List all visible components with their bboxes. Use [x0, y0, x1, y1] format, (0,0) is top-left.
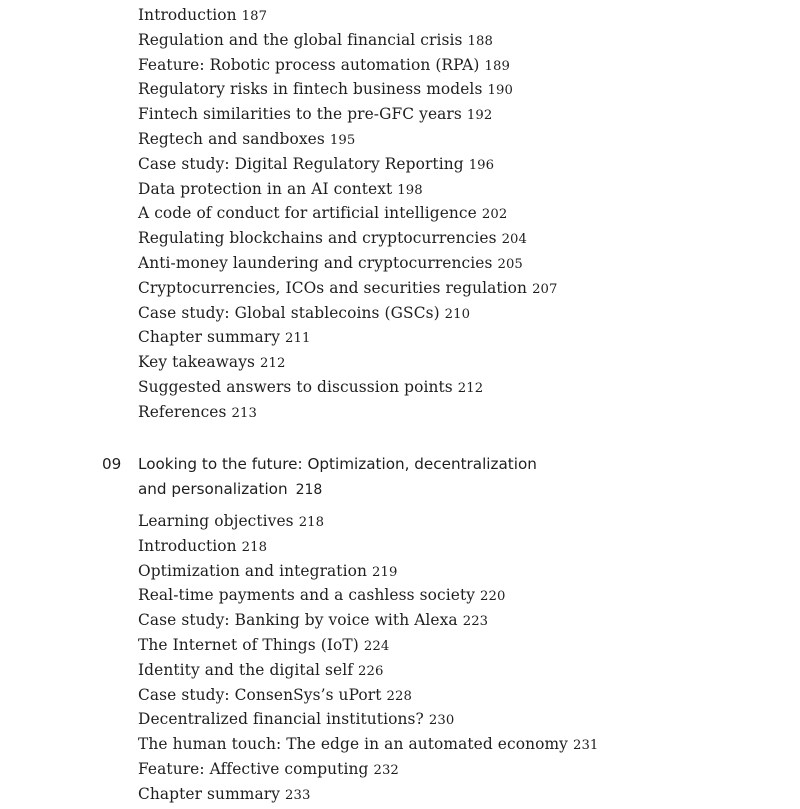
toc-entry-page-number: 205 — [497, 256, 523, 272]
toc-entry-page-number: 207 — [532, 281, 558, 297]
toc-entry — [138, 782, 778, 807]
toc-entry-page-number: 211 — [285, 331, 311, 347]
toc-entry-page-number: 195 — [329, 132, 356, 148]
toc-entry-title: Anti-money laundering and cryptocurrencies — [138, 253, 493, 272]
toc-entry — [138, 707, 778, 732]
toc-entry — [138, 127, 778, 152]
toc-entry-page-number: 218 — [298, 515, 325, 530]
toc-entry — [138, 53, 778, 78]
toc-entry-page-number: 192 — [466, 108, 493, 124]
toc-entry-page-number: 224 — [363, 638, 390, 654]
toc-entry-page-number: 196 — [468, 157, 495, 173]
toc-entry-page-number: 232 — [373, 762, 399, 778]
toc-entry-title: The Internet of Things (IoT) — [138, 635, 359, 654]
toc-entry-page-number: 233 — [285, 787, 311, 803]
toc-entry — [138, 152, 778, 177]
toc-entry — [138, 732, 778, 757]
toc-entry-page-number: 188 — [467, 33, 494, 49]
chapter-page-number: 218 — [295, 482, 323, 498]
toc-entry-page-number: 226 — [358, 663, 384, 679]
toc-entry-title: Regulation and the global financial crisis — [138, 30, 463, 49]
toc-entry-page-number: 189 — [484, 58, 510, 74]
toc-entry-title: Regulatory risks in fintech business models — [138, 80, 483, 99]
toc-entry-page-number: 228 — [386, 688, 412, 704]
toc-entry — [138, 325, 778, 350]
toc-entry — [138, 301, 778, 326]
toc-entry-title: Optimization and integration — [138, 561, 367, 580]
toc-entry — [138, 509, 778, 534]
toc-entry — [138, 608, 778, 633]
toc-entry — [138, 177, 778, 202]
toc-entry-page-number: 213 — [231, 405, 257, 421]
toc-entry — [138, 583, 778, 608]
toc-entry-title: References — [138, 402, 227, 421]
toc-entry-page-number: 202 — [481, 207, 508, 223]
toc-entry-title: Feature: Affective computing — [138, 759, 369, 778]
toc-entry — [138, 201, 778, 226]
toc-entry-title: Fintech similarities to the pre-GFC years — [138, 105, 462, 124]
toc-entry-page-number: 190 — [487, 83, 513, 99]
toc-entry-page-number: 187 — [241, 9, 268, 24]
toc-entry-title: Cryptocurrencies, ICOs and securities regulation — [138, 278, 528, 297]
toc-entry — [138, 77, 778, 102]
toc-entry-title: Decentralized financial institutions? — [138, 710, 424, 729]
toc-entry-page-number: 212 — [260, 356, 286, 372]
chapter-title-line-2-row — [138, 477, 758, 503]
chapter-title — [138, 452, 758, 503]
toc-entry — [138, 102, 778, 127]
toc-entry-page-number: 198 — [397, 182, 423, 198]
toc-entry-title: Data protection in an AI context — [138, 179, 393, 198]
toc-entry-title: Real-time payments and a cashless society — [138, 586, 476, 605]
toc-section-chapter-9 — [138, 509, 778, 807]
toc-entry-title: A code of conduct for artificial intelligence — [138, 204, 477, 223]
toc-entry-title: Regulating blockchains and cryptocurrencies — [138, 229, 497, 248]
toc-entry — [138, 251, 778, 276]
chapter-number: 09 — [102, 455, 122, 473]
toc-entry — [138, 276, 778, 301]
chapter-title-line-2: and personalization — [138, 480, 288, 498]
chapter-title-line-1: Looking to the future: Optimization, decentralization — [138, 455, 537, 473]
toc-entry — [138, 683, 778, 708]
toc-entry-page-number: 220 — [480, 589, 506, 605]
toc-section-previous-chapter — [138, 3, 778, 425]
toc-entry-title: Case study: Global stablecoins (GSCs) — [138, 303, 440, 322]
toc-entry — [138, 28, 778, 53]
toc-entry-title: Regtech and sandboxes — [138, 129, 325, 148]
toc-entry-title: Case study: ConsenSys’s uPort — [138, 685, 382, 704]
toc-entry — [138, 757, 778, 782]
toc-entry-title: Feature: Robotic process automation (RPA) — [138, 55, 480, 74]
toc-entry — [138, 658, 778, 683]
toc-entry-page-number: 231 — [572, 738, 599, 754]
toc-entry-title: Chapter summary — [138, 784, 280, 803]
toc-entry — [138, 3, 778, 28]
toc-entry-title: Case study: Banking by voice with Alexa — [138, 611, 458, 630]
toc-entry-title: Introduction — [138, 6, 237, 24]
toc-entry-title: Suggested answers to discussion points — [138, 377, 453, 396]
toc-entry-title: Learning objectives — [138, 512, 294, 530]
toc-entry-page-number: 219 — [372, 564, 398, 580]
toc-entry — [138, 400, 778, 425]
toc-entry-title: Case study: Digital Regulatory Reporting — [138, 154, 464, 173]
toc-entry-page-number: 230 — [428, 713, 455, 729]
toc-entry-page-number: 223 — [462, 614, 489, 630]
toc-entry-title: Identity and the digital self — [138, 660, 354, 679]
toc-entry-title: Chapter summary — [138, 328, 280, 347]
toc-entry-page-number: 210 — [444, 306, 471, 322]
toc-entry — [138, 534, 778, 559]
toc-entry-page-number: 204 — [501, 232, 528, 248]
toc-entry — [138, 375, 778, 400]
toc-entry — [138, 633, 778, 658]
toc-entry — [138, 350, 778, 375]
toc-entry — [138, 559, 778, 584]
toc-entry-title: The human touch: The edge in an automated economy — [138, 735, 568, 754]
toc-entry-title: Key takeaways — [138, 353, 255, 372]
toc-entry-page-number: 218 — [241, 539, 268, 555]
toc-entry-page-number: 212 — [457, 380, 484, 396]
toc-entry-title: Introduction — [138, 536, 237, 555]
toc-entry — [138, 226, 778, 251]
